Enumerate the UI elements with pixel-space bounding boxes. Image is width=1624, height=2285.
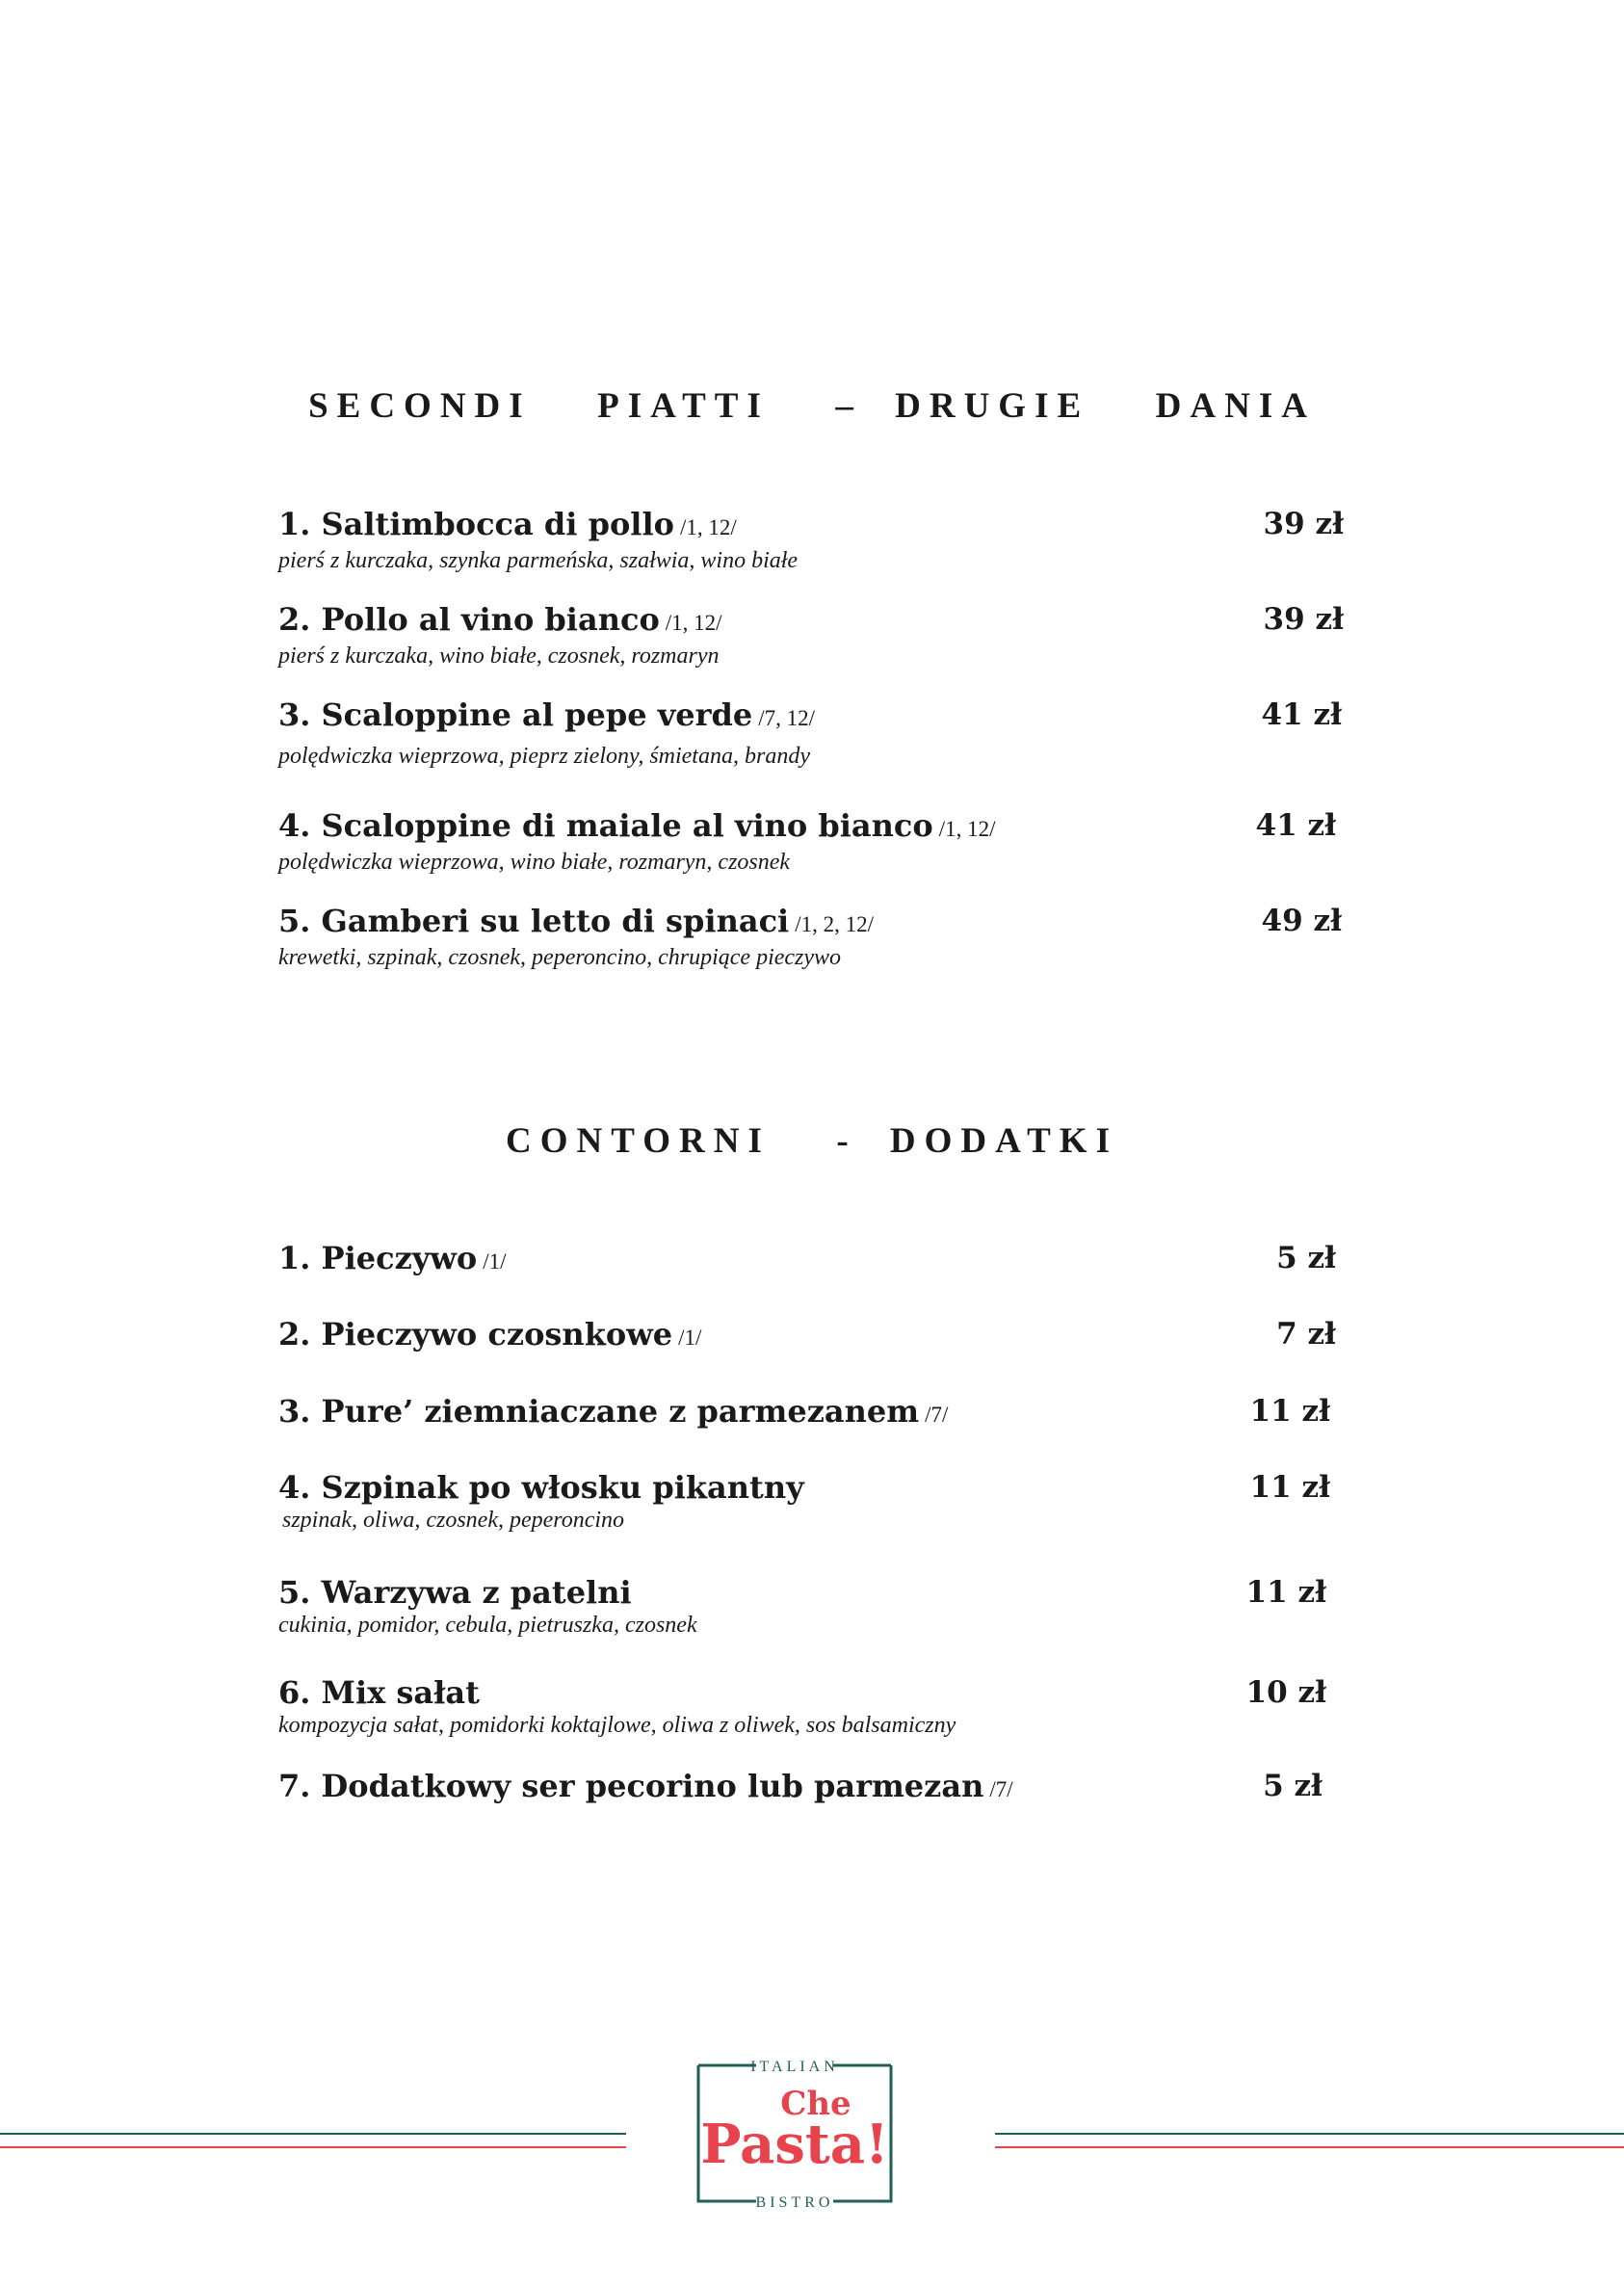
footer-line-green-left — [0, 2133, 626, 2135]
item-allergens: /1, 12/ — [679, 515, 737, 539]
item-allergens: /1/ — [678, 1326, 702, 1350]
item-name: 2. Pieczywo czosnkowe — [278, 1316, 673, 1353]
item-name: 6. Mix sałat — [278, 1674, 480, 1711]
menu-item — [278, 1393, 1348, 1433]
item-price: 10 zł — [1245, 1675, 1326, 1710]
item-description: polędwiczka wieprzowa, pieprz zielony, śmietana, brandy — [278, 744, 810, 769]
item-description: pierś z kurczaka, szynka parmeńska, szałwia, wino białe — [278, 548, 799, 573]
item-price: 39 zł — [1263, 507, 1344, 541]
item-description: szpinak, oliwa, czosnek, peperoncino — [282, 1508, 625, 1533]
footer-line-red-right — [995, 2146, 1624, 2148]
menu-item — [278, 807, 1348, 876]
item-name-line — [278, 1768, 1348, 1808]
footer-line-green-right — [995, 2133, 1624, 2135]
menu-item — [278, 601, 1348, 670]
item-name: 1. Pieczywo — [278, 1240, 478, 1276]
item-price: 5 zł — [1276, 1241, 1336, 1275]
menu-item — [278, 903, 1348, 971]
item-allergens: /1, 12/ — [665, 611, 722, 635]
item-price: 7 zł — [1276, 1317, 1336, 1352]
menu-item — [278, 1469, 1348, 1534]
item-name: 5. Warzywa z patelni — [278, 1574, 632, 1611]
item-name: 1. Saltimbocca di pollo — [278, 506, 674, 542]
item-name-line — [278, 1469, 1348, 1506]
menu-item — [278, 696, 1348, 770]
menu-item — [278, 1674, 1348, 1739]
item-name: 4. Scaloppine di maiale al vino bianco — [278, 807, 933, 844]
item-name-line — [278, 903, 1348, 943]
item-description: kompozycja sałat, pomidorki koktajlowe, oliwa z oliwek, sos balsamiczny — [278, 1713, 956, 1738]
item-name: 3. Pure’ ziemniaczane z parmezanem — [278, 1393, 920, 1430]
logo-che-text: Che — [780, 2085, 851, 2123]
item-name: 4. Szpinak po włosku pikantny — [278, 1469, 804, 1506]
item-name: 2. Pollo al vino bianco — [278, 601, 660, 638]
item-name: 5. Gamberi su letto di spinaci — [278, 903, 790, 939]
section-title-contorni: CONTORNI - DODATKI — [506, 1121, 1118, 1161]
item-description: polędwiczka wieprzowa, wino białe, rozmaryn, czosnek — [278, 850, 791, 875]
menu-item — [278, 1316, 1348, 1356]
item-name-line — [278, 1316, 1348, 1356]
menu-item — [278, 506, 1348, 574]
logo-italian-text: ITALIAN — [750, 2059, 839, 2075]
item-allergens: /1/ — [483, 1249, 507, 1274]
footer-line-red-left — [0, 2146, 626, 2148]
item-name-line — [278, 1674, 1348, 1711]
item-price: 11 zł — [1245, 1575, 1326, 1610]
menu-item — [278, 1768, 1348, 1808]
che-pasta-logo — [650, 2033, 939, 2216]
item-name-line — [278, 601, 1348, 642]
logo-bistro-text: BISTRO — [755, 2194, 834, 2211]
item-description: pierś z kurczaka, wino białe, czosnek, rozmaryn — [278, 643, 720, 669]
item-allergens: /1, 2, 12/ — [795, 912, 874, 936]
menu-item — [278, 1240, 1348, 1280]
item-name-line — [278, 1574, 1348, 1611]
item-description: cukinia, pomidor, cebula, pietruszka, czosnek — [278, 1613, 697, 1638]
item-name-line — [278, 1393, 1348, 1433]
section-title-secondi: SECONDI PIATTI – DRUGIE DANIA — [308, 386, 1316, 426]
item-name-line — [278, 696, 1348, 737]
item-name-line — [278, 807, 1348, 848]
item-name: 7. Dodatkowy ser pecorino lub parmezan — [278, 1768, 984, 1804]
item-price: 11 zł — [1249, 1394, 1330, 1429]
menu-item — [278, 1574, 1348, 1639]
item-allergens: /7, 12/ — [758, 706, 816, 730]
item-price: 49 zł — [1261, 904, 1342, 938]
item-name-line — [278, 506, 1348, 546]
logo-pasta-text: Pasta! — [700, 2113, 889, 2176]
item-allergens: /7/ — [989, 1777, 1013, 1801]
item-price: 41 zł — [1255, 808, 1336, 843]
item-price: 11 zł — [1249, 1470, 1330, 1505]
item-price: 5 zł — [1263, 1769, 1323, 1803]
item-price: 41 zł — [1261, 697, 1342, 732]
item-name-line — [278, 1240, 1348, 1280]
item-allergens: /1, 12/ — [938, 817, 996, 841]
item-description: krewetki, szpinak, czosnek, peperoncino, chrupiące pieczywo — [278, 945, 842, 970]
item-name: 3. Scaloppine al pepe verde — [278, 696, 753, 733]
item-price: 39 zł — [1263, 602, 1344, 637]
item-allergens: /7/ — [925, 1403, 949, 1427]
